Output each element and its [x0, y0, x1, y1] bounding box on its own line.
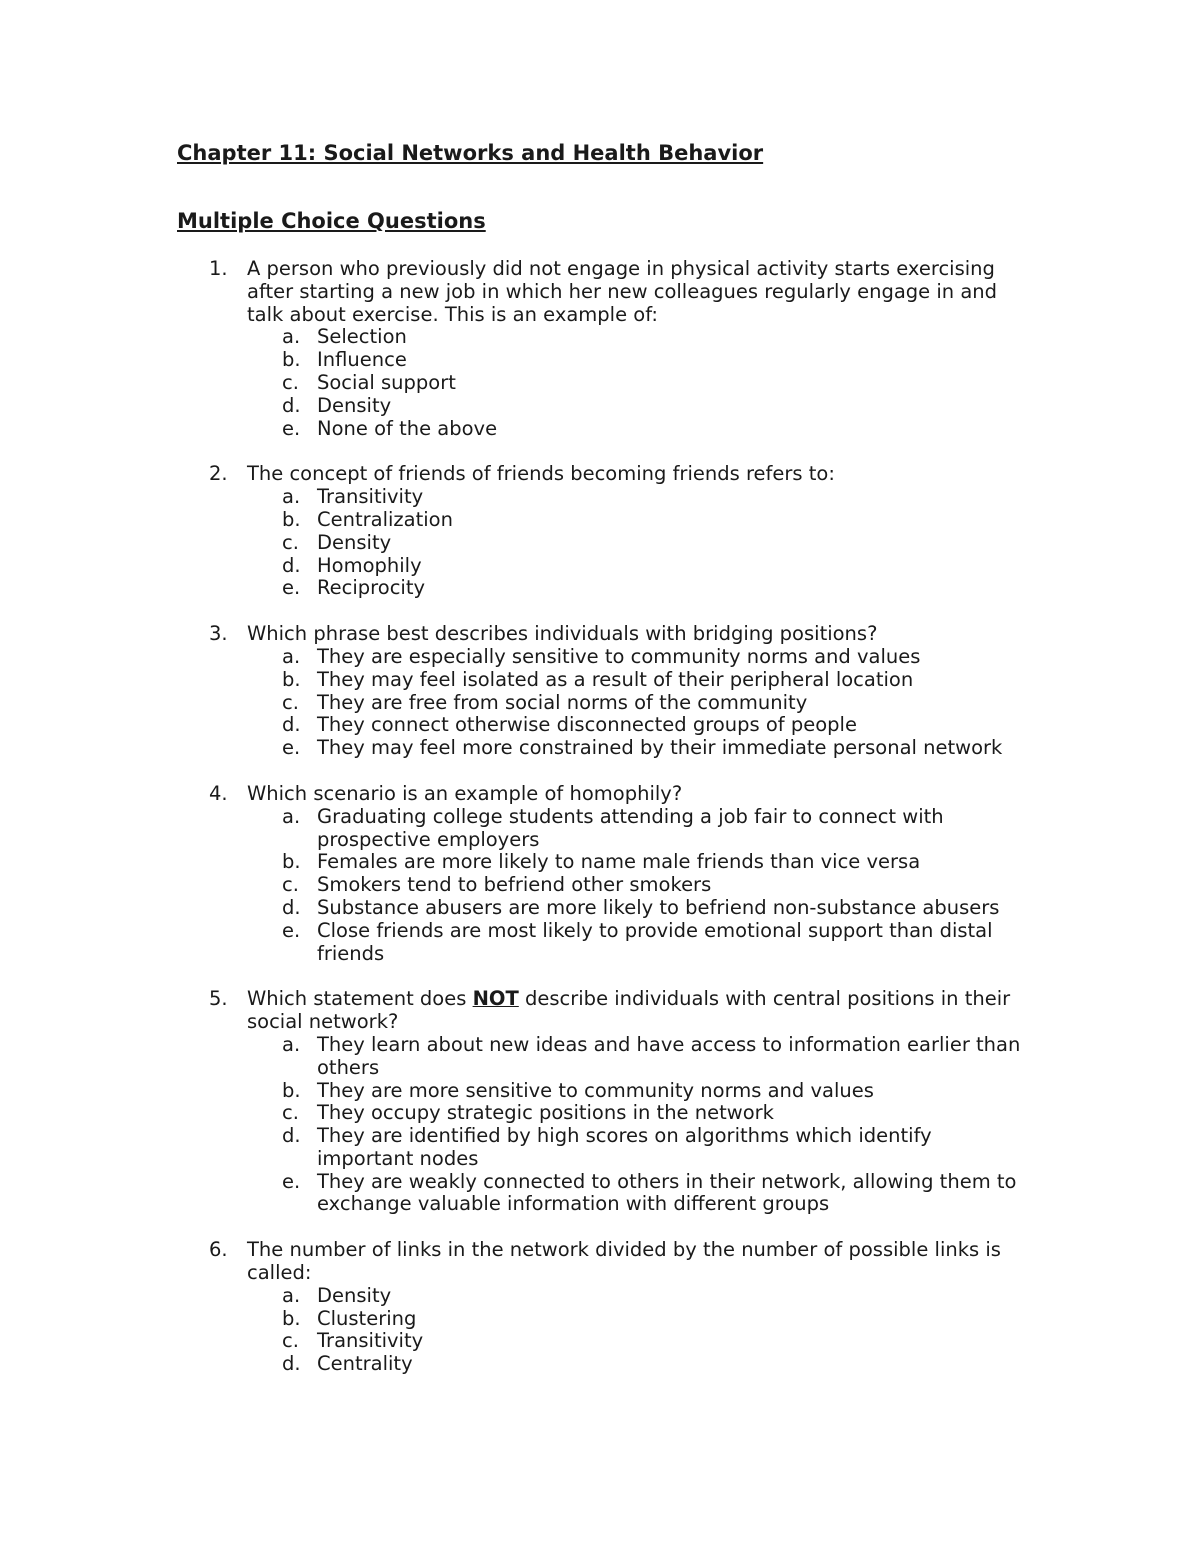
question-number: 5.	[209, 987, 228, 1011]
answer-option	[282, 348, 1027, 372]
option-letter: e.	[282, 1169, 301, 1193]
option-text: Transitivity	[317, 1329, 424, 1353]
question-4	[0, 783, 1200, 965]
option-text: Centralization	[317, 507, 453, 531]
answer-option	[282, 370, 1027, 395]
question-6	[0, 1239, 1200, 1376]
option-letter: c.	[282, 530, 299, 554]
answer-option	[282, 736, 1027, 760]
answer-option	[282, 1352, 1027, 1376]
option-text: They are weakly connected to others in their network, allowing them to exchange valuable information with different groups	[317, 1169, 1017, 1216]
option-letter: c.	[282, 873, 299, 897]
option-letter: b.	[282, 667, 301, 691]
question-text: Which phrase best describes individuals with bridging positions?	[247, 622, 878, 646]
option-letter: b.	[282, 850, 301, 874]
answer-options	[0, 646, 1200, 760]
answer-option	[282, 507, 1027, 532]
answer-option	[282, 1306, 1027, 1331]
option-text: Reciprocity	[317, 576, 426, 600]
answer-option	[282, 873, 1027, 897]
answer-option	[282, 1124, 1027, 1171]
answer-option	[282, 850, 1027, 874]
option-letter: d.	[282, 1352, 301, 1376]
question-1	[0, 258, 1200, 440]
answer-option	[282, 325, 1027, 349]
answer-option	[282, 416, 1027, 441]
question-text-after: describe individuals with central positions in their social network?	[247, 987, 1011, 1034]
option-letter: a.	[282, 1283, 301, 1307]
answer-options	[0, 486, 1200, 600]
answer-options	[0, 1034, 1200, 1216]
option-letter: c.	[282, 1101, 299, 1125]
option-text: They are especially sensitive to community norms and values	[317, 644, 921, 668]
question-text: The concept of friends of friends becoming friends refers to:	[247, 462, 835, 486]
question-emphasis: NOT	[472, 987, 519, 1011]
answer-option	[282, 1032, 1027, 1080]
option-text: They learn about new ideas and have access to information earlier than others	[317, 1032, 1021, 1079]
question-number: 2.	[209, 462, 228, 486]
answer-option	[282, 1169, 1027, 1217]
option-letter: d.	[282, 393, 301, 417]
option-letter: e.	[282, 416, 301, 440]
option-letter: c.	[282, 690, 299, 714]
option-letter: e.	[282, 576, 301, 600]
option-text: Substance abusers are more likely to befriend non-substance abusers	[317, 895, 1000, 919]
option-text: Smokers tend to befriend other smokers	[317, 873, 712, 897]
option-letter: e.	[282, 736, 301, 760]
question-text	[247, 988, 1022, 1034]
question-list	[0, 258, 1200, 1399]
option-text: Selection	[317, 325, 407, 349]
option-text: They may feel more constrained by their immediate personal network	[317, 736, 1003, 760]
option-letter: a.	[282, 1032, 301, 1056]
answer-option	[282, 1329, 1027, 1353]
option-text: Graduating college students attending a job fair to connect with prospective employers	[317, 804, 944, 851]
option-text: Transitivity	[317, 485, 424, 509]
answer-option	[282, 576, 1027, 600]
option-letter: d.	[282, 553, 301, 577]
answer-option	[282, 667, 1027, 692]
option-text: Influence	[317, 348, 407, 372]
question-text: A person who previously did not engage in physical activity starts exercising after starting a new job in which her new colleagues regularly engage in and talk about exercise. This is an example of:	[247, 257, 998, 326]
option-text: They are identified by high scores on algorithms which identify important nodes	[317, 1124, 932, 1170]
option-letter: a.	[282, 804, 301, 828]
option-text: Density	[317, 1283, 392, 1307]
option-letter: b.	[282, 1306, 301, 1330]
option-letter: d.	[282, 713, 301, 737]
option-text: Density	[317, 530, 392, 554]
option-letter: c.	[282, 1329, 299, 1353]
answer-option	[282, 485, 1027, 509]
option-letter: e.	[282, 918, 301, 942]
option-letter: b.	[282, 348, 301, 372]
option-letter: b.	[282, 507, 301, 531]
answer-option	[282, 393, 1027, 418]
option-text: Social support	[317, 370, 456, 394]
option-text: They connect otherwise disconnected groups of people	[317, 713, 857, 737]
answer-options	[0, 1285, 1200, 1376]
answer-option	[282, 804, 1027, 852]
question-number: 3.	[209, 622, 228, 646]
option-text: Close friends are most likely to provide emotional support than distal friends	[317, 918, 993, 965]
question-number: 4.	[209, 781, 228, 805]
answer-option	[282, 1283, 1027, 1308]
option-letter: d.	[282, 1124, 301, 1148]
option-letter: b.	[282, 1078, 301, 1102]
answer-option	[282, 1101, 1027, 1125]
option-text: None of the above	[317, 416, 498, 440]
question-text: The number of links in the network divided by the number of possible links is called:	[247, 1238, 1001, 1285]
option-text: Density	[317, 393, 392, 417]
chapter-title: Chapter 11: Social Networks and Health Behavior	[177, 141, 764, 165]
question-text: Which scenario is an example of homophily?	[247, 781, 683, 805]
question-2	[0, 463, 1200, 600]
option-letter: a.	[282, 644, 301, 668]
question-5	[0, 988, 1200, 1216]
option-text: Homophily	[317, 553, 422, 577]
option-letter: a.	[282, 325, 301, 349]
answer-option	[282, 530, 1027, 555]
option-letter: d.	[282, 895, 301, 919]
answer-option	[282, 1078, 1027, 1103]
option-text: Centrality	[317, 1352, 413, 1376]
option-text: They may feel isolated as a result of their peripheral location	[317, 667, 914, 691]
option-text: They occupy strategic positions in the network	[317, 1101, 774, 1125]
answer-option	[282, 553, 1027, 578]
answer-option	[282, 918, 1027, 966]
question-3	[0, 623, 1200, 760]
option-text: Clustering	[317, 1306, 417, 1330]
question-number: 1.	[209, 257, 228, 280]
answer-options	[0, 806, 1200, 966]
option-letter: a.	[282, 485, 301, 509]
option-letter: c.	[282, 370, 299, 394]
question-number: 6.	[209, 1238, 228, 1262]
answer-option	[282, 690, 1027, 715]
option-text: Females are more likely to name male friends than vice versa	[317, 850, 921, 874]
answer-option	[282, 895, 1027, 920]
section-heading: Multiple Choice Questions	[177, 209, 486, 233]
answer-options	[0, 326, 1200, 440]
option-text: They are free from social norms of the community	[317, 690, 808, 714]
question-text-before: Which statement does	[247, 987, 473, 1011]
answer-option	[282, 644, 1027, 669]
answer-option	[282, 713, 1027, 737]
option-text: They are more sensitive to community norms and values	[317, 1078, 874, 1102]
